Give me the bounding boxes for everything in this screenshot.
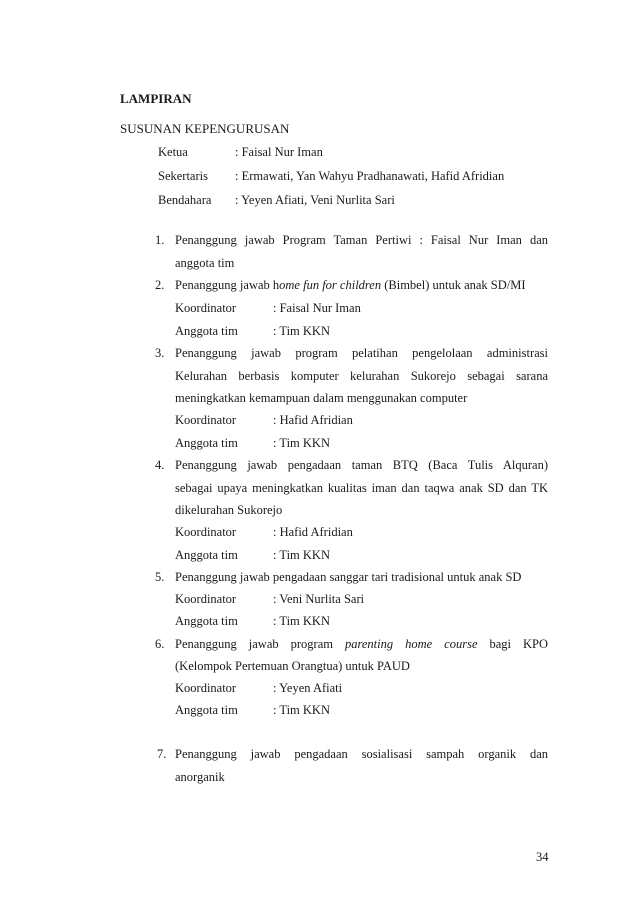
item-number: 1. [155, 233, 165, 247]
officer-value: : Faisal Nur Iman [235, 145, 323, 159]
team-value: : Tim KKN [273, 614, 330, 628]
item-number: 5. [155, 570, 165, 584]
officer-label: Ketua [158, 145, 188, 159]
item-text: anorganik [175, 770, 225, 784]
coordinator-value: : Hafid Afridian [273, 413, 353, 427]
coordinator-value: : Yeyen Afiati [273, 681, 343, 695]
item-text: Penanggung jawab pengadaan sanggar tari tradisional untuk anak SD [175, 570, 522, 584]
item-text: Penanggung jawab home fun for children (Bimbel) untuk anak SD/MI [175, 278, 526, 292]
coordinator-value: : Veni Nurlita Sari [273, 592, 365, 606]
team-label: Anggota tim [175, 614, 238, 628]
team-label: Anggota tim [175, 703, 238, 717]
team-label: Anggota tim [175, 436, 238, 450]
subheading: SUSUNAN KEPENGURUSAN [120, 121, 290, 136]
item-text: Penanggung jawab program pelatihan pengelolaan administrasi [175, 346, 548, 360]
item-text: Kelurahan berbasis komputer kelurahan Sukorejo sebagai sarana [175, 369, 548, 383]
item-text: Penanggung jawab program parenting home course bagi KPO [175, 637, 549, 651]
officer-label: Bendahara [158, 193, 212, 207]
team-value: : Tim KKN [273, 324, 330, 338]
coordinator-label: Koordinator [175, 525, 237, 539]
item-text: meningkatkan kemampuan dalam menggunakan computer [175, 391, 468, 405]
team-label: Anggota tim [175, 324, 238, 338]
officer-value: : Yeyen Afiati, Veni Nurlita Sari [235, 193, 395, 207]
item-text: sebagai upaya meningkatkan kualitas iman dan taqwa anak SD dan TK [175, 481, 548, 495]
item-text: Penanggung jawab pengadaan sosialisasi sampah organik dan [175, 747, 548, 761]
officer-label: Sekertaris [158, 169, 208, 183]
item-text: Penanggung jawab Program Taman Pertiwi : Faisal Nur Iman dan [175, 233, 548, 247]
coordinator-value: : Faisal Nur Iman [273, 301, 361, 315]
item-text: anggota tim [175, 256, 235, 270]
item-text: dikelurahan Sukorejo [175, 503, 283, 517]
item-number: 7. [157, 747, 167, 761]
coordinator-label: Koordinator [175, 592, 237, 606]
team-value: : Tim KKN [273, 703, 330, 717]
heading: LAMPIRAN [120, 91, 192, 106]
team-value: : Tim KKN [273, 436, 330, 450]
item-emphasis: ome fun for children [279, 278, 382, 292]
item-number: 6. [155, 637, 165, 651]
team-label: Anggota tim [175, 548, 238, 562]
team-value: : Tim KKN [273, 548, 330, 562]
item-emphasis: parenting home course [344, 637, 478, 651]
item-number: 2. [155, 278, 165, 292]
item-number: 4. [155, 458, 165, 472]
item-text: Penanggung jawab pengadaan taman BTQ (Baca Tulis Alquran) [175, 458, 548, 472]
item-number: 3. [155, 346, 165, 360]
coordinator-label: Koordinator [175, 301, 237, 315]
page-number: 34 [536, 850, 549, 864]
coordinator-label: Koordinator [175, 413, 237, 427]
item-text: (Kelompok Pertemuan Orangtua) untuk PAUD [175, 659, 410, 673]
coordinator-label: Koordinator [175, 681, 237, 695]
coordinator-value: : Hafid Afridian [273, 525, 353, 539]
officer-value: : Ermawati, Yan Wahyu Pradhanawati, Hafid Afridian [235, 169, 505, 183]
